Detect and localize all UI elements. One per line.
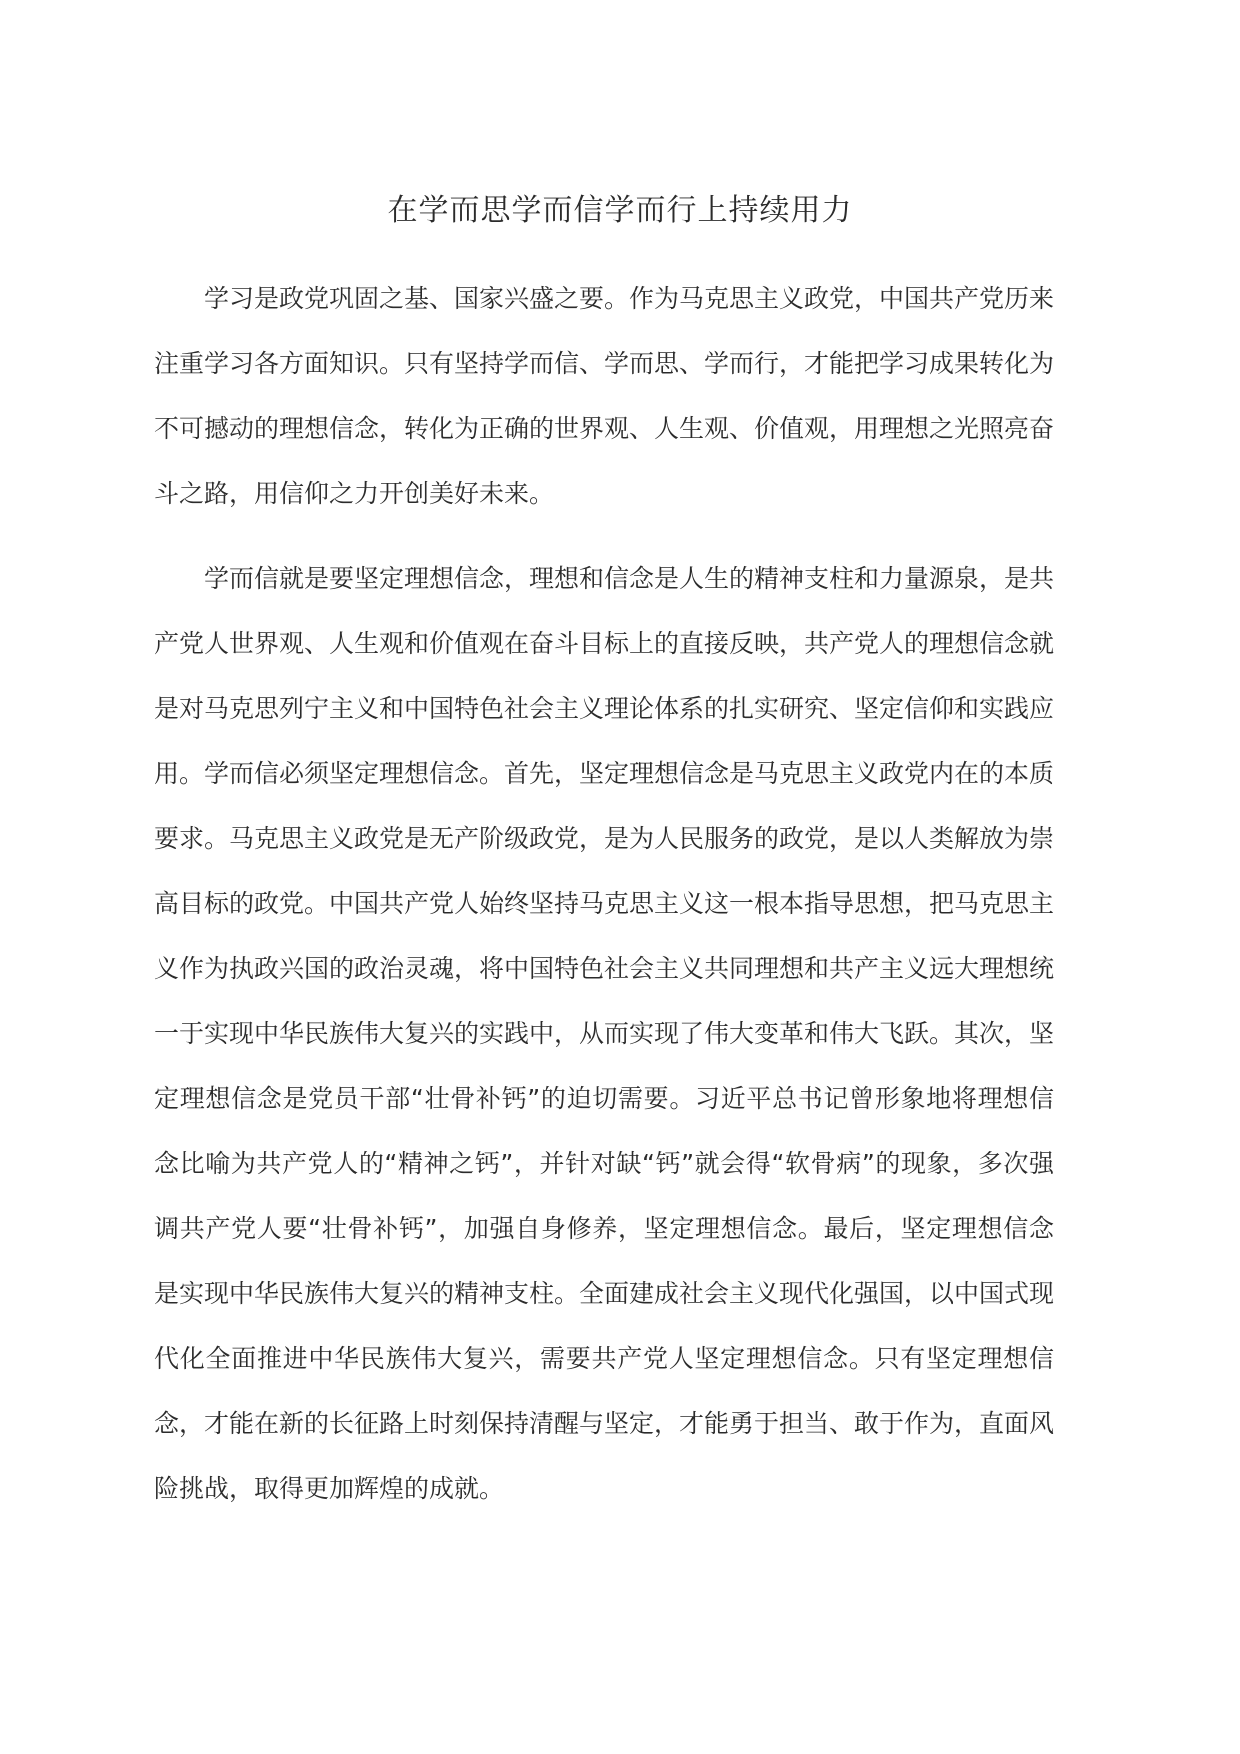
- document-title: 在学而思学而信学而行上持续用力: [387, 193, 853, 228]
- paragraph-xue-er-xin: 学而信就是要坚定理想信念，理想和信念是人生的精神支柱和力量源泉，是共产党人世界观、人生观和价值观在奋斗目标上的直接反映，共产党人的理想信念就是对马克思列宁主义和中国特色社会主义理论体系的扎实研究、坚定信仰和实践应用。学而信必须坚定理想信念。首先，坚定理想信念是马克思主义政党内在的本质要求。马克思主义政党是无产阶级政党，是为人民服务的政党，是以人类解放为崇高目标的政党。中国共产党人始终坚持马克思主义这一根本指导思想，把马克思主义作为执政兴国的政治灵魂，将中国特色社会主义共同理想和共产主义远大理想统一于实现中华民族伟大复兴的实践中，从而实现了伟大变革和伟大飞跃。其次，坚定理想信念是党员干部“壮骨补钙”的迫切需要。习近平总书记曾形象地将理想信念比喻为共产党人的“精神之钙”，并针对缺“钙”就会得“软骨病”的现象，多次强调共产党人要“壮骨补钙”，加强自身修养，坚定理想信念。最后，坚定理想信念是实现中华民族伟大复兴的精神支柱。全面建成社会主义现代化强国，以中国式现代化全面推进中华民族伟大复兴，需要共产党人坚定理想信念。只有坚定理想信念，才能在新的长征路上时刻保持清醒与坚定，才能勇于担当、敢于作为，直面风险挑战，取得更加辉煌的成就。: [154, 564, 1055, 1503]
- document-body: [154, 266, 1054, 1541]
- paragraph-intro: 学习是政党巩固之基、国家兴盛之要。作为马克思主义政党，中国共产党历来注重学习各方面知识。只有坚持学而信、学而思、学而行，才能把学习成果转化为不可撼动的理想信念，转化为正确的世界观、人生观、价值观，用理想之光照亮奋斗之路，用信仰之力开创美好未来。: [154, 284, 1055, 508]
